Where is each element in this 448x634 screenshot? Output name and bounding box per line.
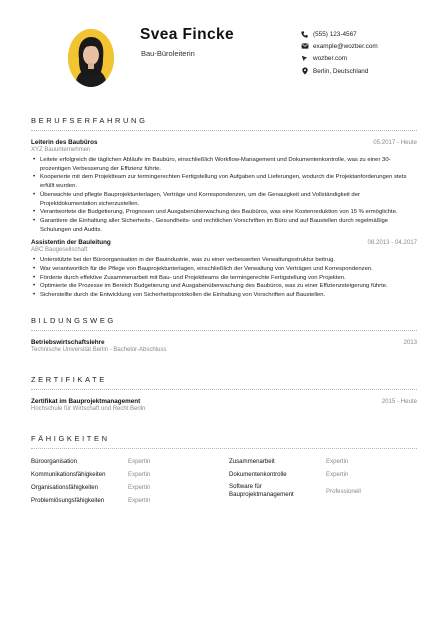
portrait-image [68,29,114,87]
skill-name: Dokumentenkontrolle [229,470,287,478]
job-bullet: • Förderte durch effektive Zusammenarbeit mit Bau- und Projektteams die termingerechte Fertigstellung von Projekten. [40,274,417,283]
skill-level: Expertin [128,470,151,478]
skill-level: Expertin [128,496,151,504]
certificates-title: ZERTIFIKATE [31,375,417,390]
job-bullet: • Kooperierte mit dem Projektteam zur termingerechten Fertigstellung von Aufgaben und Lieferungen, wodurch die Projektanforderungen stets erfüllt wurden. [40,173,417,190]
contact-location [300,65,378,77]
job-company: XYZ Bauunternehmen [31,147,91,153]
job-title: Assistentin der Bauleitung [31,239,111,247]
skills-grid [31,457,417,506]
contact-website [300,53,378,65]
education-date: 2013 [403,338,417,346]
skills-section [31,434,417,506]
job-entry [31,139,417,234]
contact-email [300,40,378,52]
candidate-name: Svea Fincke [140,26,235,43]
skill-name: Problemlösungsfähigkeiten [31,496,105,504]
contact-phone-text[interactable]: (555) 123-4567 [313,30,357,38]
certificate-entry [31,398,417,412]
certificate-issuer: Hochschule für Wirtschaft und Recht Berlin [31,405,146,412]
job-bullet: • War verantwortlich für die Pflege von Bauprojektunterlagen, einschließlich der Verwaltung von Verträgen und Korrespondenzen. [40,265,417,274]
contact-email-text[interactable]: example@wozber.com [313,42,378,50]
experience-section [31,116,417,300]
job-bullet: • Verantwortete die Budgetierung, Prognosen und Ausgabenüberwachung des Baubüros, was eine Kostenreduktion von 15 % ermöglichte. [40,208,417,217]
experience-title: BERUFSERFAHRUNG [31,116,417,131]
email-icon [300,42,309,50]
education-title: BILDUNGSWEG [31,316,417,331]
contact-location-text: Berlin, Deutschland [313,67,369,75]
job-bullet: • Leitete erfolgreich die täglichen Abläufe im Baubüro, einschließlich Workflow-Management und Dokumentenkontrolle, was zu einer 30-prozentigen Verbesserung der Effizienz führte. [40,156,417,173]
contact-list [300,28,378,77]
skill-name: Software für Bauprojektmanagement [229,482,294,498]
job-bullet: • Garantiere die Einhaltung aller Sicherheits-, Gesundheits- und rechtlichen Vorschriften im Büro und auf Baustellen durch regelmäßige Schulungen und Audits. [40,217,417,234]
job-company: ABC Baugesellschaft [31,247,88,254]
skill-level: Professionell [326,487,361,495]
skill-level: Expertin [128,457,151,465]
certificate-date: 2015 - Heute [381,397,417,405]
skills-title: FÄHIGKEITEN [31,434,417,449]
job-bullet: • Sicherstellte durch die Entwicklung von Sicherheitsprotokollen die Einhaltung von Vorschriften auf Baustellen. [40,291,417,300]
contact-website-text[interactable]: wozber.com [313,55,348,63]
education-school: Technische Universität Berlin - Bachelor-Abschluss [31,346,167,353]
job-bullet: • Überwachte und pflegte Bauprojektunterlagen, Verträge und Korrespondenzen, um die Genauigkeit und Vollständigkeit der Projektdokumentation sicherzustellen. [40,191,417,208]
skill-level: Expertin [326,457,349,465]
job-title: Leiterin des Baubüros [31,139,98,146]
skill-level: Expertin [128,483,151,491]
skill-name: Organisationsfähigkeiten [31,483,99,491]
skill-name: Büroorganisation [31,457,78,465]
location-icon [300,67,309,75]
candidate-role: Bau-Büroleiterin [141,49,195,58]
skill-name: Zusammenarbeit [229,457,275,465]
phone-icon [300,30,309,38]
job-entry [31,239,417,300]
skill-level: Expertin [326,470,349,478]
job-bullet: • Optimierte die Prozesse im Bereich Budgetierung und Ausgabenüberwachung des Baubüros, was zu einer Effizienzsteigerung führte. [40,282,417,291]
job-date: 08.2013 - 04.2017 [367,239,417,247]
education-section [31,316,417,353]
job-date: 05.2017 - Heute [373,139,417,146]
education-degree: Betriebswirtschaftslehre [31,338,105,346]
job-bullets [31,256,417,300]
link-icon [300,55,309,63]
job-bullets [31,156,417,234]
education-entry [31,339,417,353]
certificates-section [31,375,417,412]
resume-header [31,0,417,104]
avatar [68,29,114,87]
certificate-name: Zertifikat im Bauprojektmanagement [31,397,141,405]
contact-phone [300,28,378,40]
skill-name: Kommunikationsfähigkeiten [31,470,106,478]
job-bullet: • Unterstützte bei der Büroorganisation in der Bauindustrie, was zu einer verbesserten Verwaltungsstruktur beitrug. [40,256,417,265]
